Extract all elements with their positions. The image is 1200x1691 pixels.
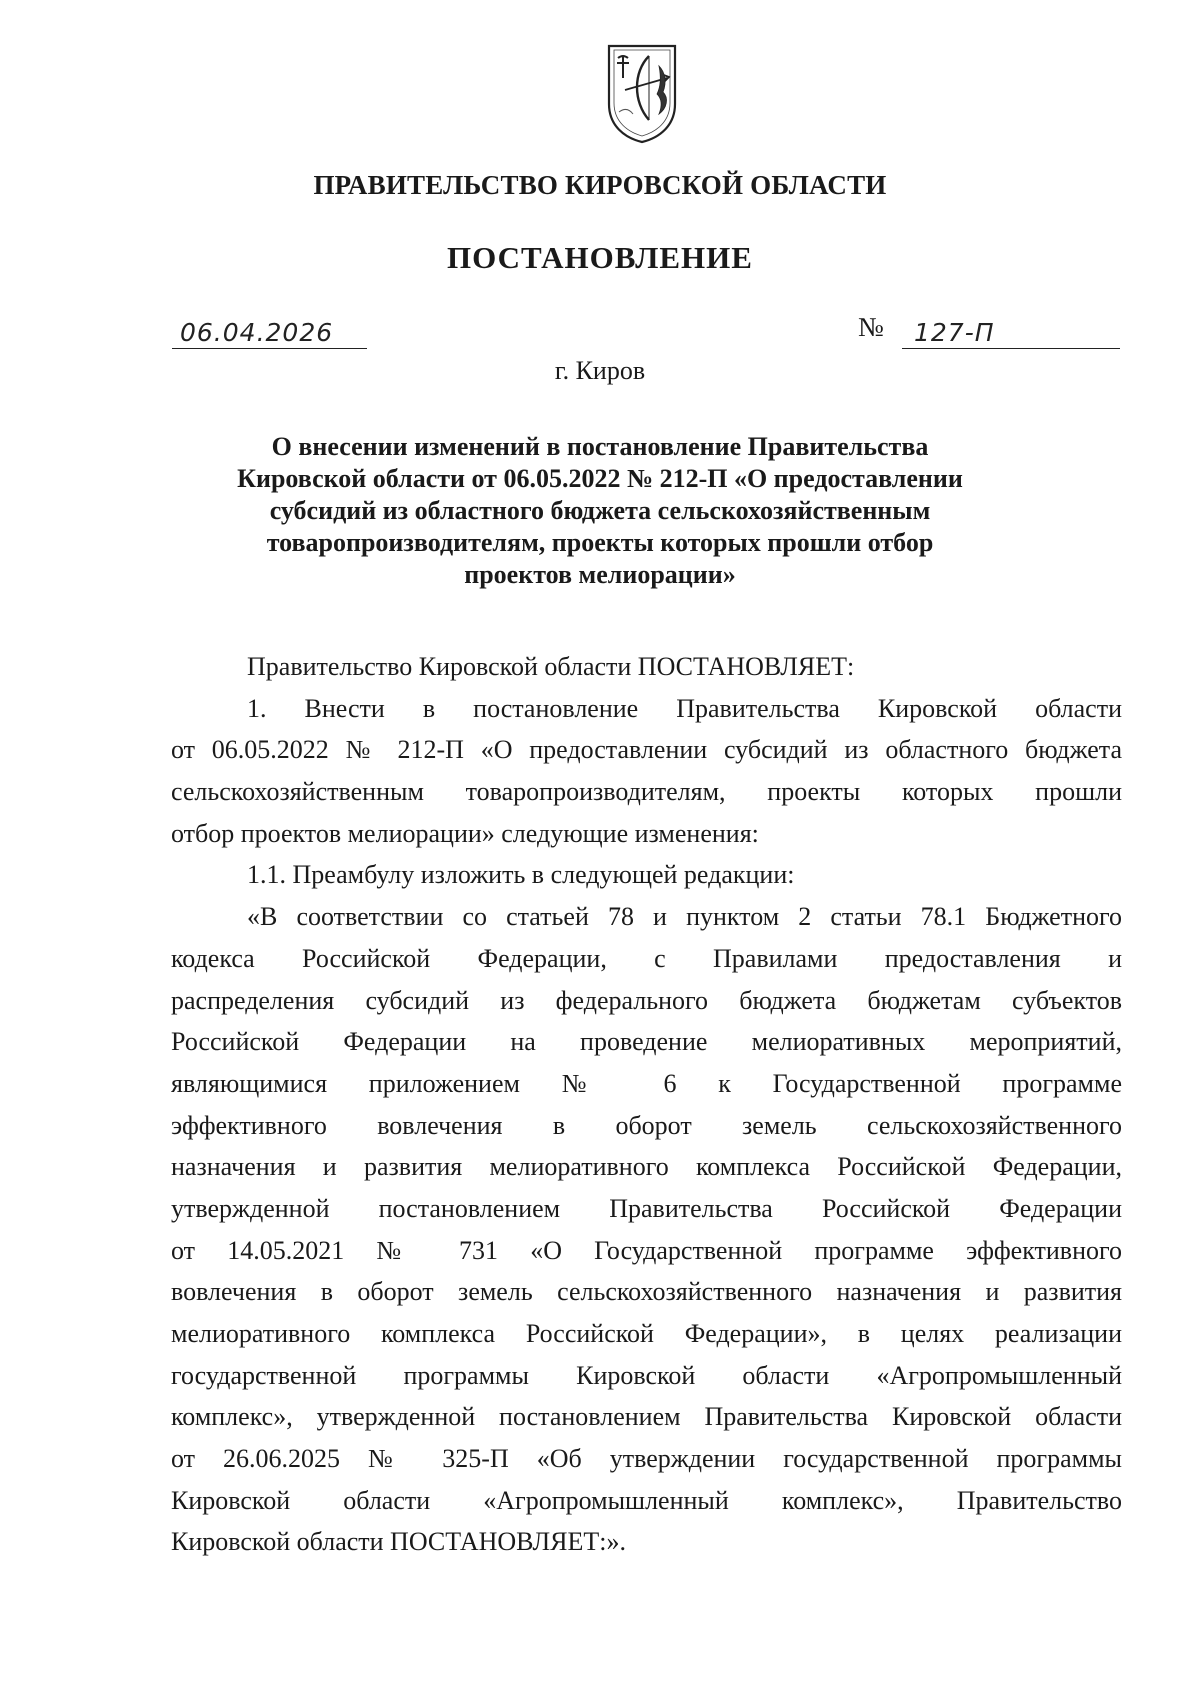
title-line: Кировской области от 06.05.2022 № 212-П «О предоставлении <box>237 464 963 493</box>
body-line: 1.1. Преамбулу изложить в следующей редакции: <box>247 860 795 890</box>
body-line: от 26.06.2025 № 325-П «Об утверждении государственной программы <box>171 1444 1122 1474</box>
body-line: «В соответствии со статьей 78 и пунктом 2 статьи 78.1 Бюджетного <box>247 902 1122 932</box>
document-date: 06.04.2026 <box>180 318 334 347</box>
document-type: ПОСТАНОВЛЕНИЕ <box>447 240 753 275</box>
title-line: проектов мелиорации» <box>464 560 736 589</box>
title-line: О внесении изменений в постановление Правительства <box>271 432 929 461</box>
kirov-oblast-coat-of-arms-icon <box>603 42 681 144</box>
number-field <box>902 318 1120 349</box>
body-line: кодекса Российской Федерации, с Правилами предоставления и <box>171 943 1122 973</box>
organization-name: ПРАВИТЕЛЬСТВО КИРОВСКОЙ ОБЛАСТИ <box>313 170 887 200</box>
document-number: 127-П <box>914 318 995 347</box>
body-line: мелиоративного комплекса Российской Федерации», в целях реализации <box>171 1319 1122 1348</box>
body-line: сельскохозяйственным товаропроизводителям, проекты которых прошли <box>171 777 1122 807</box>
title-line: субсидий из областного бюджета сельскохозяйственным <box>269 496 931 525</box>
date-field <box>172 318 367 349</box>
body-line: Правительство Кировской области ПОСТАНОВЛЯЕТ: <box>247 652 855 681</box>
body-line: назначения и развития мелиоративного комплекса Российской Федерации, <box>171 1152 1122 1182</box>
body-line: вовлечения в оборот земель сельскохозяйственного назначения и развития <box>171 1277 1122 1307</box>
body-line: отбор проектов мелиорации» следующие изменения: <box>171 818 759 848</box>
number-label: № <box>858 312 884 342</box>
body-line: эффективного вовлечения в оборот земель сельскохозяйственного <box>171 1110 1122 1140</box>
document-body <box>171 646 1122 1563</box>
body-line: являющимися приложением № 6 к Государственной программе <box>171 1068 1122 1098</box>
body-line: Кировской области ПОСТАНОВЛЯЕТ:». <box>171 1527 626 1557</box>
body-line: Российской Федерации на проведение мелиоративных мероприятий, <box>171 1027 1122 1057</box>
body-line: 1. Внести в постановление Правительства Кировской области <box>247 693 1122 723</box>
body-line: государственной программы Кировской области «Агропромышленный <box>171 1360 1122 1390</box>
title-line: товаропроизводителям, проекты которых прошли отбор <box>266 528 934 557</box>
document-title <box>220 431 980 591</box>
body-line: утвержденной постановлением Правительства Российской Федерации <box>171 1193 1122 1223</box>
body-line: от 14.05.2021 № 731 «О Государственной программе эффективного <box>171 1235 1122 1265</box>
body-line: распределения субсидий из федерального бюджета бюджетам субъектов <box>171 985 1122 1015</box>
city: г. Киров <box>554 356 646 385</box>
body-line: Кировской области «Агропромышленный комплекс», Правительство <box>171 1485 1122 1515</box>
body-line: от 06.05.2022 № 212-П «О предоставлении субсидий из областного бюджета <box>171 735 1122 765</box>
body-line: комплекс», утвержденной постановлением Правительства Кировской области <box>171 1402 1122 1432</box>
